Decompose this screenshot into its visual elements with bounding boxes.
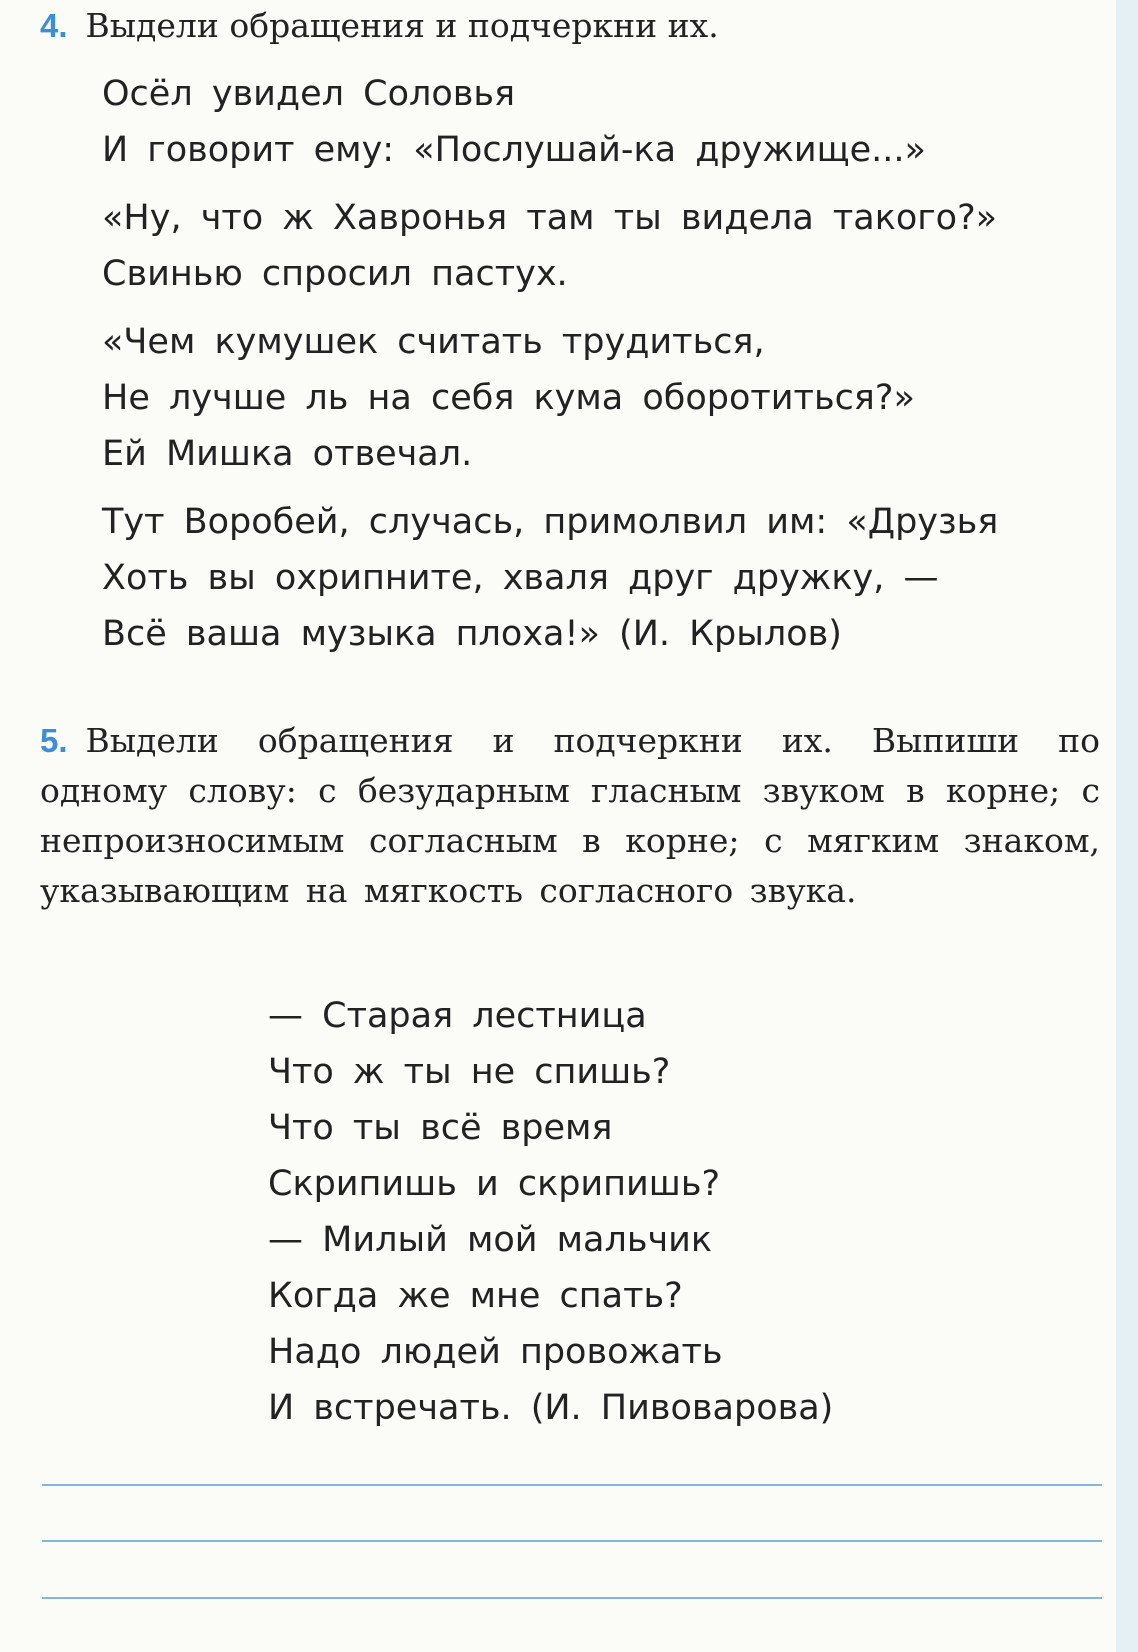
poem-line: Что ты всё время: [268, 1108, 613, 1148]
task-5: [40, 716, 1100, 916]
answer-line-1[interactable]: [42, 1484, 1102, 1486]
poem-line: Свинью спросил пастух.: [102, 254, 568, 294]
task-4-header: [40, 0, 1090, 52]
poem-stanza: [102, 494, 998, 662]
poem-line: Скрипишь и скрипишь?: [268, 1164, 721, 1204]
poem-line: Надо людей провожать: [268, 1332, 723, 1372]
answer-line-2[interactable]: [42, 1540, 1102, 1542]
poem-line: — Старая лестница: [268, 996, 647, 1036]
task-4-number: 4.: [40, 7, 68, 44]
task-5-header: [40, 716, 1100, 916]
task-4: [40, 0, 1090, 52]
task-5-poem: [268, 988, 833, 1436]
poem-stanza: [102, 314, 998, 482]
poem-line: И говорит ему: «Послушай-ка дружище...»: [102, 130, 926, 170]
answer-line-3[interactable]: [42, 1597, 1102, 1599]
poem-line: Осёл увидел Соловья: [102, 74, 516, 114]
task-4-poem: [102, 66, 998, 662]
poem-line: — Милый мой мальчик: [268, 1220, 713, 1260]
task-5-number: 5.: [40, 722, 68, 759]
poem-line: Ей Мишка отвечал.: [102, 434, 473, 474]
page-edge: [1116, 0, 1138, 1652]
poem-line: И встречать. (И. Пивоварова): [268, 1388, 834, 1428]
poem-stanza: [102, 190, 998, 302]
poem-line: Что ж ты не спишь?: [268, 1052, 671, 1092]
poem-line: Хоть вы охрипните, хваля друг дружку, —: [102, 558, 939, 598]
poem-line: «Чем кумушек считать трудиться,: [102, 322, 765, 362]
task-5-instruction: Выдели обращения и подчеркни их. Выпиши по одному слову: с безударным гласным звуком в корне; с непроизносимым согласным в корне; с мягким знаком, указывающим на мягкость согласного звука.: [40, 721, 1100, 910]
poem-line: Тут Воробей, случась, примолвил им: «Друзья: [102, 502, 999, 542]
poem-line: Всё ваша музыка плоха!» (И. Крылов): [102, 614, 842, 654]
poem-line: Не лучше ль на себя кума оборотиться?»: [102, 378, 915, 418]
poem-line: «Ну, что ж Хавронья там ты видела такого?»: [102, 198, 998, 238]
task-4-instruction: Выдели обращения и подчеркни их.: [85, 6, 719, 45]
poem-stanza: [102, 66, 998, 178]
poem-line: Когда же мне спать?: [268, 1276, 683, 1316]
